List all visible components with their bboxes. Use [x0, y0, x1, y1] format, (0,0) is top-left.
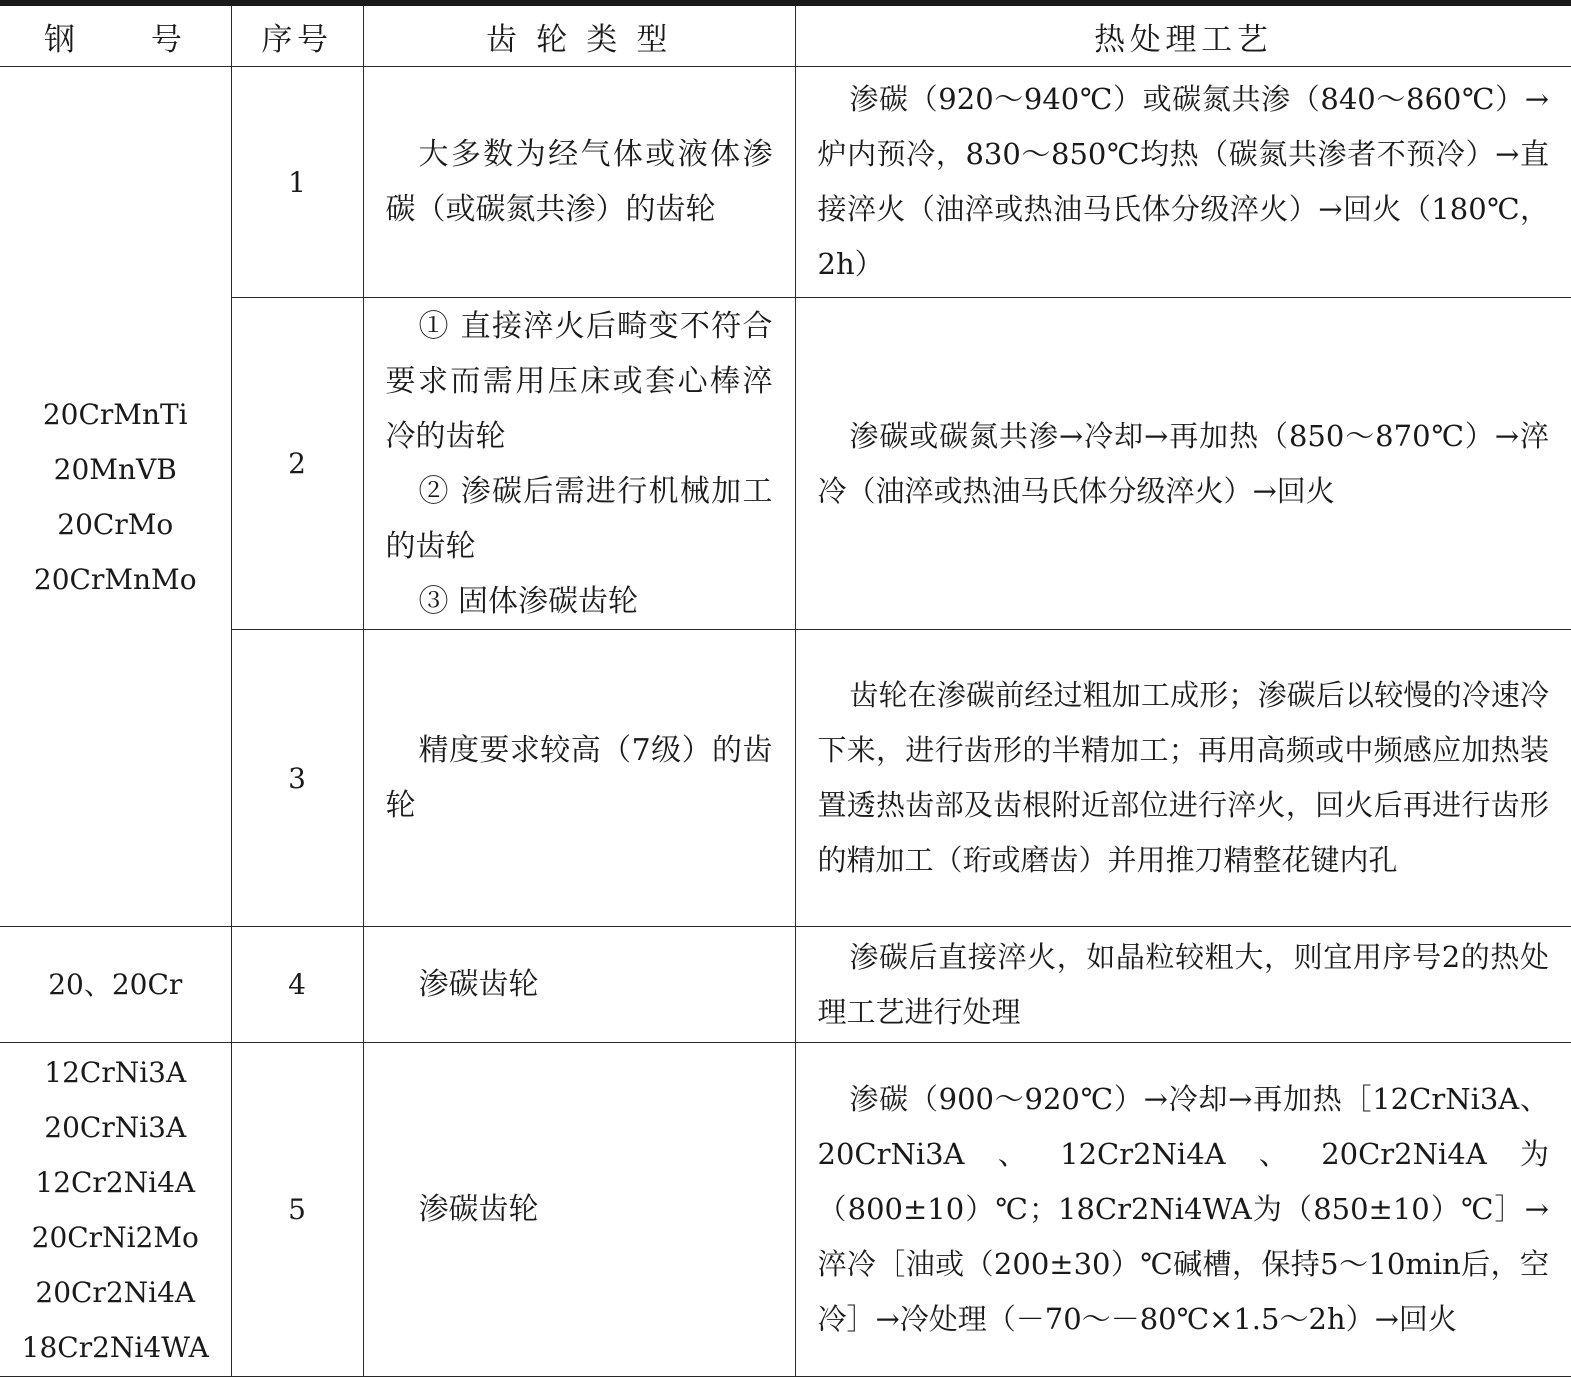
- table-row: [0, 630, 1571, 927]
- process-text: 渗碳或碳氮共渗→冷却→再加热（850～870℃）→淬冷（油淬或热油马氏体分级淬火）→回火: [817, 418, 1549, 508]
- process-text: 渗碳（920～940℃）或碳氮共渗（840～860℃）→炉内预冷，830～850℃均热（碳氮共渗者不预冷）→直接淬火（油淬或热油马氏体分级淬火）→回火（180℃，2h）: [817, 82, 1549, 281]
- gear-type-text: 渗碳齿轮: [418, 1192, 539, 1227]
- gear-type-item: ① 直接淬火后畸变不符合要求而需用压床或套心棒淬冷的齿轮: [385, 308, 773, 454]
- header-steel: 钢 号: [0, 6, 231, 67]
- process-text: 渗碳（900～920℃）→冷却→再加热［12CrNi3A、20CrNi3A、12Cr2Ni4A、20Cr2Ni4A为（800±10）℃；18Cr2Ni4WA为（850±10）℃］→淬冷［油或（200±30）℃碱槽，保持5～10min后，空冷］→冷处理（－70～－80℃×1.5～2h）→回火: [817, 1082, 1549, 1336]
- gear-type-cell: [363, 298, 795, 630]
- steel-grade: 20、20Cr: [48, 968, 183, 1001]
- gear-type-text: 渗碳齿轮: [418, 967, 539, 1002]
- process-cell: [795, 630, 1571, 927]
- process-text: 齿轮在渗碳前经过粗加工成形；渗碳后以较慢的冷速冷下来，进行齿形的半精加工；再用高频或中频感应加热装置透热齿部及齿根附近部位进行淬火，回火后再进行齿形的精加工（珩或磨齿）并用推刀精整花键内孔: [817, 678, 1549, 877]
- process-cell: [795, 1043, 1571, 1377]
- steel-grade: 20MnVB: [53, 452, 177, 486]
- header-seq: 序号: [231, 6, 363, 67]
- seq-cell: 1: [231, 67, 363, 298]
- gear-type-cell: [363, 630, 795, 927]
- table-row: [0, 1043, 1571, 1377]
- process-cell: [795, 927, 1571, 1043]
- table-row: [0, 298, 1571, 630]
- seq-cell: 5: [231, 1043, 363, 1377]
- table-row: [0, 67, 1571, 298]
- heat-treatment-table: [0, 6, 1571, 1377]
- steel-grade: 20Cr2Ni4A: [35, 1275, 196, 1309]
- seq-cell: 3: [231, 630, 363, 927]
- steel-grade-cell: [0, 927, 231, 1043]
- process-cell: [795, 298, 1571, 630]
- gear-type-item: ③ 固体渗碳齿轮: [418, 583, 639, 619]
- steel-grade: 20CrMnMo: [33, 562, 197, 596]
- gear-type-item: ② 渗碳后需进行机械加工的齿轮: [385, 473, 773, 564]
- seq-cell: 4: [231, 927, 363, 1043]
- gear-type-cell: [363, 67, 795, 298]
- steel-grade: 20CrNi3A: [44, 1110, 187, 1144]
- steel-grade-cell: [0, 67, 231, 927]
- gear-type-cell: [363, 1043, 795, 1377]
- header-gear-type: 齿 轮 类 型: [363, 6, 795, 67]
- gear-type-cell: [363, 927, 795, 1043]
- table-row: [0, 927, 1571, 1043]
- steel-grade: 20CrMo: [57, 507, 174, 541]
- steel-grade-cell: [0, 1043, 231, 1377]
- steel-grade: 12Cr2Ni4A: [35, 1165, 196, 1199]
- process-cell: [795, 67, 1571, 298]
- seq-cell: 2: [231, 298, 363, 630]
- steel-grade: 12CrNi3A: [44, 1055, 187, 1089]
- steel-grade: 18Cr2Ni4WA: [21, 1330, 209, 1364]
- gear-type-text: 精度要求较高（7级）的齿轮: [385, 733, 773, 823]
- table-header-row: [0, 6, 1571, 67]
- process-text: 渗碳后直接淬火，如晶粒较粗大，则宜用序号2的热处理工艺进行处理: [817, 939, 1549, 1029]
- gear-type-text: 大多数为经气体或液体渗碳（或碳氮共渗）的齿轮: [385, 137, 773, 227]
- steel-grade: 20CrMnTi: [42, 397, 188, 431]
- steel-grade: 20CrNi2Mo: [31, 1220, 199, 1254]
- header-process: 热处理工艺: [795, 6, 1571, 67]
